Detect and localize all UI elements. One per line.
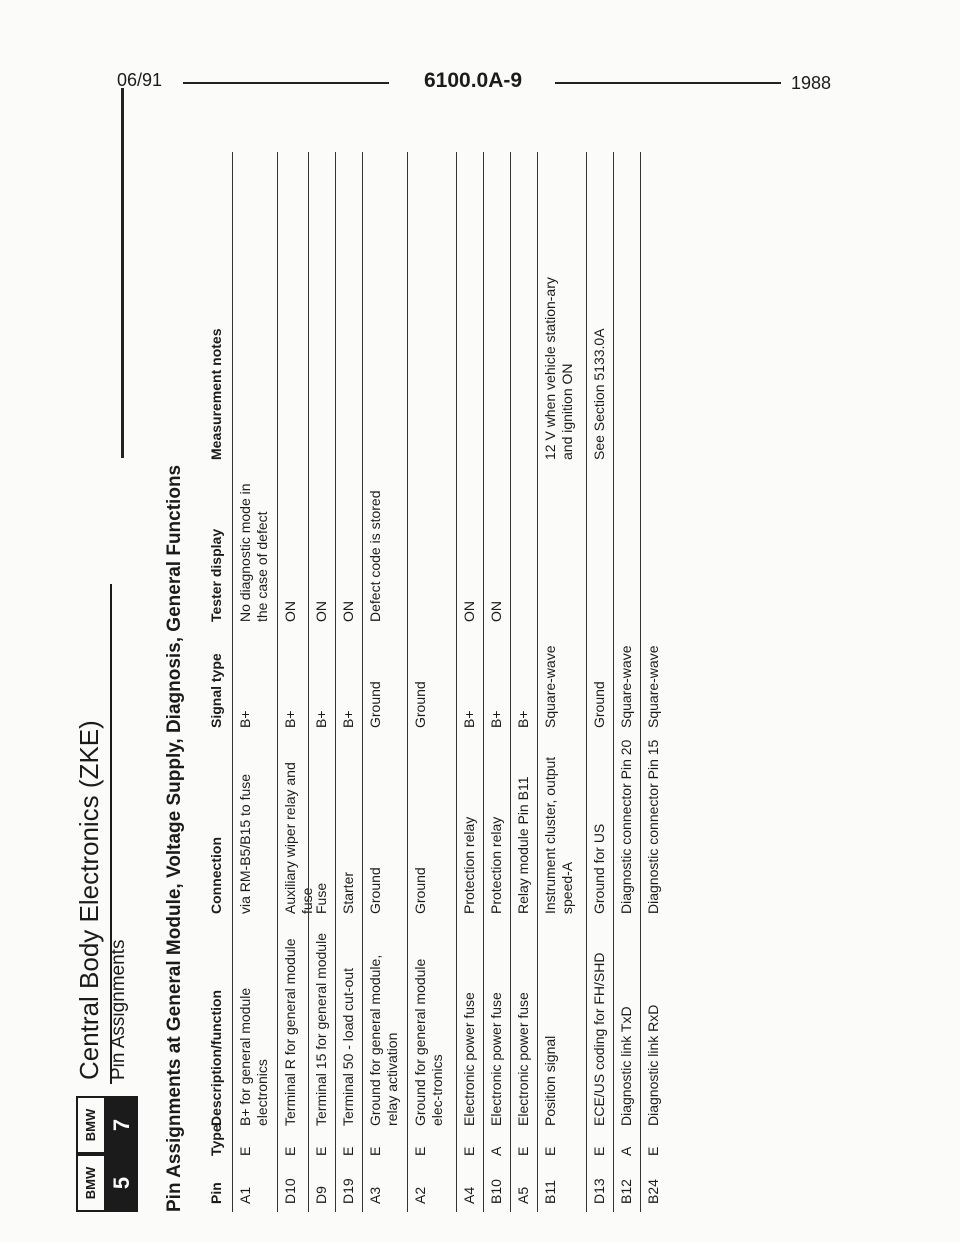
cell-signal: B+ — [488, 710, 504, 728]
cell-signal: Square-wave — [618, 645, 634, 728]
header-rule-right — [555, 82, 781, 84]
cell-signal: B+ — [282, 710, 298, 728]
cell-signal: B+ — [515, 710, 531, 728]
col-header-tester: Tester display — [208, 528, 224, 622]
cell-signal: Ground — [591, 681, 607, 728]
table-row — [308, 152, 335, 1212]
cell-signal: B+ — [237, 710, 253, 728]
col-header-description: Description/function — [208, 989, 224, 1126]
col-header-signal: Signal type — [208, 653, 224, 728]
table-header — [204, 152, 232, 1212]
section-subtitle: Pin Assignments — [108, 939, 129, 1080]
cell-tester: ON — [461, 601, 477, 622]
table-row — [277, 152, 315, 1212]
cell-pin: D19 — [340, 1178, 356, 1204]
cell-description: Terminal 50 - load cut-out — [340, 968, 356, 1126]
table-row — [510, 152, 537, 1212]
table-row — [586, 152, 613, 1212]
cell-connection: Protection relay — [488, 816, 504, 914]
cell-connection: Protection relay — [461, 816, 477, 914]
col-header-pin: Pin — [208, 1182, 224, 1204]
cell-signal: Square-wave — [542, 645, 558, 728]
cell-type: E — [237, 1146, 253, 1156]
table-row — [407, 152, 456, 1212]
cell-connection: Diagnostic connector Pin 20 — [618, 739, 634, 914]
section-title: Central Body Electronics (ZKE) — [74, 720, 104, 1080]
bmw-series-badge — [76, 1092, 138, 1212]
cell-tester: ON — [488, 601, 504, 622]
cell-connection: Instrument cluster, output speed-A — [542, 756, 575, 914]
cell-description: ECE/US coding for FH/SHD — [591, 952, 607, 1126]
table-row — [362, 152, 407, 1212]
badge-brand-right: BMW — [76, 1096, 106, 1154]
cell-signal: Ground — [412, 681, 428, 728]
cell-tester: Defect code is stored — [367, 490, 383, 622]
cell-type: A — [488, 1146, 504, 1156]
cell-description: Terminal 15 for general module — [313, 933, 329, 1126]
cell-description: B+ for general module electronics — [237, 987, 270, 1126]
cell-type: E — [313, 1146, 329, 1156]
cell-description: Diagnostic link TxD — [618, 1006, 634, 1126]
pin-assignment-table — [204, 152, 667, 1212]
cell-connection: Ground — [412, 867, 428, 914]
date-code: 06/91 — [117, 70, 163, 90]
page-heading: Pin Assignments at General Module, Voltage Supply, Diagnosis, General Functions — [164, 464, 185, 1212]
table-row — [483, 152, 510, 1212]
cell-signal: B+ — [340, 710, 356, 728]
cell-notes: See Section 5133.0A — [591, 328, 607, 460]
header-rule-left — [183, 82, 389, 84]
badge-series-left: 5 — [106, 1154, 138, 1212]
cell-type: E — [542, 1146, 558, 1156]
cell-tester: ON — [282, 601, 298, 622]
cell-pin: B11 — [542, 1180, 558, 1204]
model-year: 1988 — [791, 73, 832, 93]
cell-connection: Diagnostic connector Pin 15 — [645, 739, 661, 914]
cell-pin: D13 — [591, 1178, 607, 1204]
cell-type: E — [515, 1146, 531, 1156]
table-body — [232, 152, 667, 1212]
cell-connection: Ground for US — [591, 823, 607, 914]
cell-signal: B+ — [313, 710, 329, 728]
cell-tester: ON — [313, 601, 329, 622]
cell-signal: Square-wave — [645, 645, 661, 728]
cell-connection: Ground — [367, 867, 383, 914]
cell-description: Terminal R for general module — [282, 938, 298, 1126]
badge-series-right: 7 — [106, 1096, 138, 1154]
cell-pin: A4 — [461, 1186, 477, 1204]
cell-signal: B+ — [461, 710, 477, 728]
cell-connection: Starter — [340, 871, 356, 914]
cell-description: Electronic power fuse — [488, 992, 504, 1126]
cell-pin: D10 — [282, 1178, 298, 1204]
cell-type: E — [591, 1146, 607, 1156]
table-row — [335, 152, 362, 1212]
cell-description: Diagnostic link RxD — [645, 1004, 661, 1126]
cell-type: E — [461, 1146, 477, 1156]
cell-signal: Ground — [367, 681, 383, 728]
cell-connection: Fuse — [313, 882, 329, 914]
cell-pin: A1 — [237, 1186, 253, 1204]
table-row — [640, 152, 667, 1212]
cell-tester: No diagnostic mode in the case of defect — [237, 483, 270, 622]
cell-connection: Relay module Pin B11 — [515, 776, 531, 914]
cell-connection: via RM-B5/B15 to fuse — [237, 773, 253, 914]
cell-description: Ground for general module, relay activation — [367, 954, 400, 1126]
rotated-page-content — [76, 152, 676, 1212]
cell-type: E — [282, 1146, 298, 1156]
col-header-notes: Measurement notes — [208, 328, 224, 460]
cell-type: E — [367, 1146, 383, 1156]
cell-description: Electronic power fuse — [515, 992, 531, 1126]
cell-pin: D9 — [313, 1186, 329, 1204]
cell-type: E — [412, 1146, 428, 1156]
cell-notes: 12 V when vehicle station-ary and ignition ON — [542, 277, 575, 460]
cell-type: E — [340, 1146, 356, 1156]
cell-pin: B12 — [618, 1179, 634, 1204]
cell-description: Electronic power fuse — [461, 992, 477, 1126]
cell-description: Position signal — [542, 1035, 558, 1126]
cell-connection: Auxiliary wiper relay and fuse — [282, 762, 315, 914]
cell-type: A — [618, 1146, 634, 1156]
table-row — [537, 152, 586, 1212]
cell-pin: B10 — [488, 1179, 504, 1204]
cell-tester: ON — [340, 601, 356, 622]
cell-pin: B24 — [645, 1179, 661, 1204]
cell-pin: A3 — [367, 1186, 383, 1204]
cell-type: E — [645, 1146, 661, 1156]
table-row — [456, 152, 483, 1212]
cell-pin: A5 — [515, 1186, 531, 1204]
cell-description: Ground for general module elec-tronics — [412, 958, 445, 1126]
badge-brand-left: BMW — [76, 1154, 106, 1212]
table-row — [613, 152, 640, 1212]
col-header-type: Type — [208, 1124, 224, 1156]
document-number: 6100.0A-9 — [424, 69, 523, 92]
table-row — [232, 152, 277, 1212]
cell-pin: A2 — [412, 1186, 428, 1204]
col-header-connection: Connection — [208, 837, 224, 914]
